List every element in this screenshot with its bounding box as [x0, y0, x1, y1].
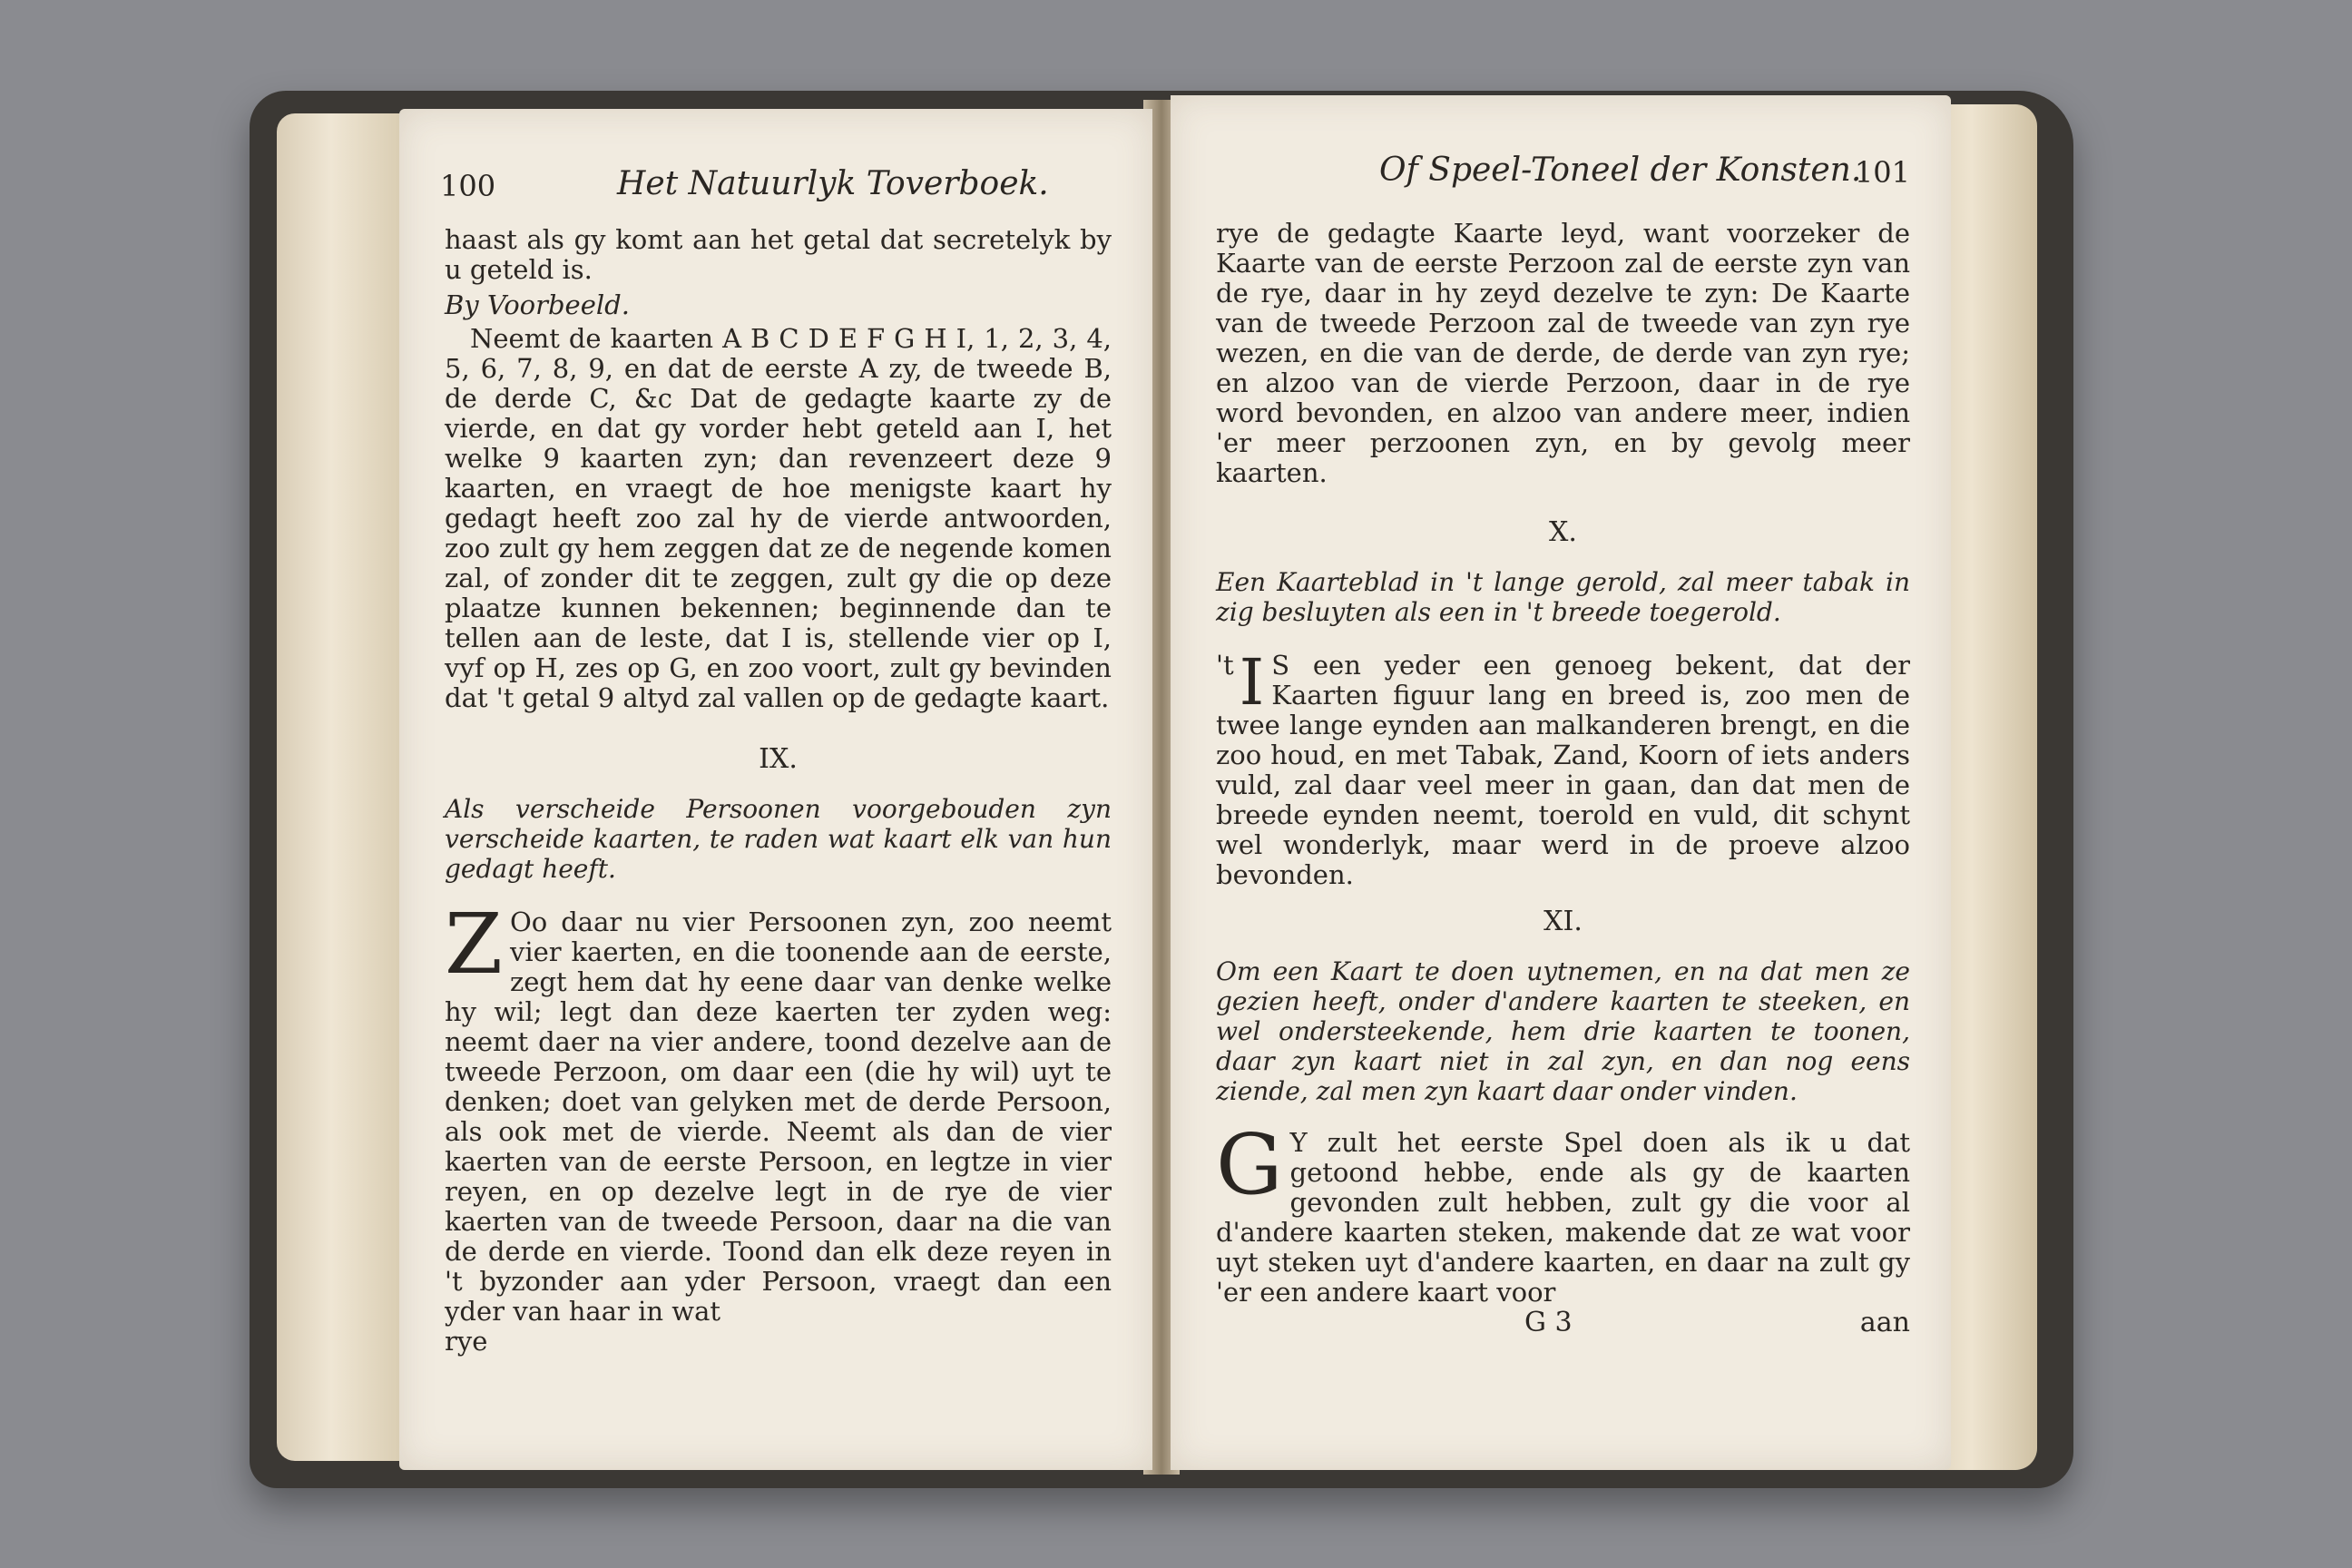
- lead-paragraph: rye de gedagte Kaarte leyd, want voorzeker de Kaarte van de eerste Perzoon zal de eerste zyn van de rye, daar in hy zeyd dezelve te zyn: De Kaarte van de tweede Perzoon zal de tweede van zyn rye wezen, en die van de derde, de derde van zyn rye; en alzoo van de vierde Perzoon, daar in de rye word bevonden, en alzoo van andere meer, indien 'er meer perzoonen zyn, en by gevolg meer kaarten.: [1216, 218, 1910, 488]
- section-number: IX.: [759, 743, 798, 775]
- body-paragraph: [445, 896, 1112, 1327]
- running-title: Of Speel-Toneel der Konsten.: [1379, 152, 1862, 189]
- section-xi-number: XI.: [1544, 906, 1583, 937]
- catchword: rye: [445, 1326, 488, 1357]
- section-x-title: Een Kaarteblad in 't lange gerold, zal meer tabak in zig besluyten als een in 't breede toegerold.: [1216, 567, 1910, 627]
- right-text-block: [1216, 219, 1910, 1338]
- section-xi-paragraph: [1216, 1116, 1910, 1308]
- section-xi-drop-cap: G: [1216, 1116, 1283, 1213]
- example-heading: By Voorbeeld.: [445, 289, 630, 320]
- left-page: [399, 109, 1152, 1470]
- running-title: Het Natuurlyk Toverboek.: [617, 165, 1049, 202]
- left-header: [440, 165, 1112, 211]
- page-number: 101: [1854, 155, 1910, 190]
- section-x-body: S een yeder een genoeg bekent, dat der Kaarten figuur lang en breed is, zoo men de twee lange eynden aan malkanderen brengt, en die zoo houd, en met Tabak, Zand, Koorn of iets anders vuld, zal daar veel meer in gaan, dan dat men de breede eynden neemt, toerold en vuld, dit schynt wel wonderlyk, maar werd in de proeve alzoo bevonden.: [1216, 650, 1910, 890]
- body-text: Oo daar nu vier Persoonen zyn, zoo neemt vier kaerten, en die toonende aan de eerste, zegt hem dat hy eene daar van denke welke hy wil; legt dan deze kaerten ter zyden weg: neemt daer na vier andere, toond dezelve aan de tweede Perzoon, om daar een (die hy wil) uyt te denken; doet van gelyken met de derde Persoon, als ook met de vierde. Neemt als dan de vier kaerten van de eerste Persoon, en legtze in vier reyen, en op dezelve legt in de rye de vier kaerten van de tweede Persoon, daar na die van de derde en vierde. Toond dan elk deze reyen in 't byzonder aan yder Persoon, vraegt dan een yder van haar in wat: [445, 906, 1112, 1327]
- section-x-number: X.: [1549, 516, 1577, 548]
- example-paragraph: Neemt de kaarten A B C D E F G H I, 1, 2, 3, 4, 5, 6, 7, 8, 9, en dat de eerste A zy, de tweede B, de derde C, &c Dat de gedagte kaarte zy de vierde, en dat gy vorder hebt geteld aan I, het welke 9 kaarten zyn; dan revenzeert deze 9 kaarten, en vraegt de hoe menigste kaart hy gedagt heeft zoo zal hy de vierde antwoorden, zoo zult gy hem zeggen dat ze de negende komen zal, of zonder dit te zeggen, zult gy die op deze plaatze kunnen bekennen; beginnende dan te tellen aan de leste, dat I is, stellende vier op I, vyf op H, zes op G, en zoo voort, zult gy bevinden dat 't getal 9 altyd zal vallen op de gedagte kaart.: [445, 323, 1112, 713]
- section-xi-title: Om een Kaart te doen uytnemen, en na dat men ze gezien heeft, onder d'andere kaarten te steeken, en wel ondersteekende, hem drie kaarten te toonen, daar zyn kaart niet in zal zyn, en dan nog eens ziende, zal men zyn kaart daar onder vinden.: [1216, 956, 1910, 1106]
- section-x-prefix: 't: [1216, 650, 1234, 681]
- right-page: [1171, 95, 1951, 1470]
- left-text-block: [445, 225, 1112, 1357]
- catchword: aan: [1859, 1307, 1910, 1338]
- signature-mark: G 3: [1524, 1307, 1573, 1338]
- right-header: [1211, 152, 1910, 197]
- left-page-edges: [277, 113, 413, 1461]
- page-number: 100: [440, 169, 496, 203]
- section-x-drop-cap: I: [1239, 645, 1265, 720]
- section-x-paragraph: [1216, 645, 1910, 890]
- section-xi-body: Y zult het eerste Spel doen als ik u dat getoond hebbe, ende als gy de kaarten gevonden zult hebben, zult gy die voor al d'andere kaarten steken, makende dat ze wat voor uyt steken uyt d'andere kaarten, en daar na zult gy 'er een andere kaart voor: [1216, 1127, 1910, 1308]
- lead-paragraph: haast als gy komt aan het getal dat secretelyk by u geteld is.: [445, 224, 1112, 285]
- drop-cap: Z: [445, 896, 503, 993]
- section-title: Als verscheide Persoonen voorgebouden zyn verscheide kaarten, te raden wat kaart elk van hun gedagt heeft.: [445, 794, 1112, 884]
